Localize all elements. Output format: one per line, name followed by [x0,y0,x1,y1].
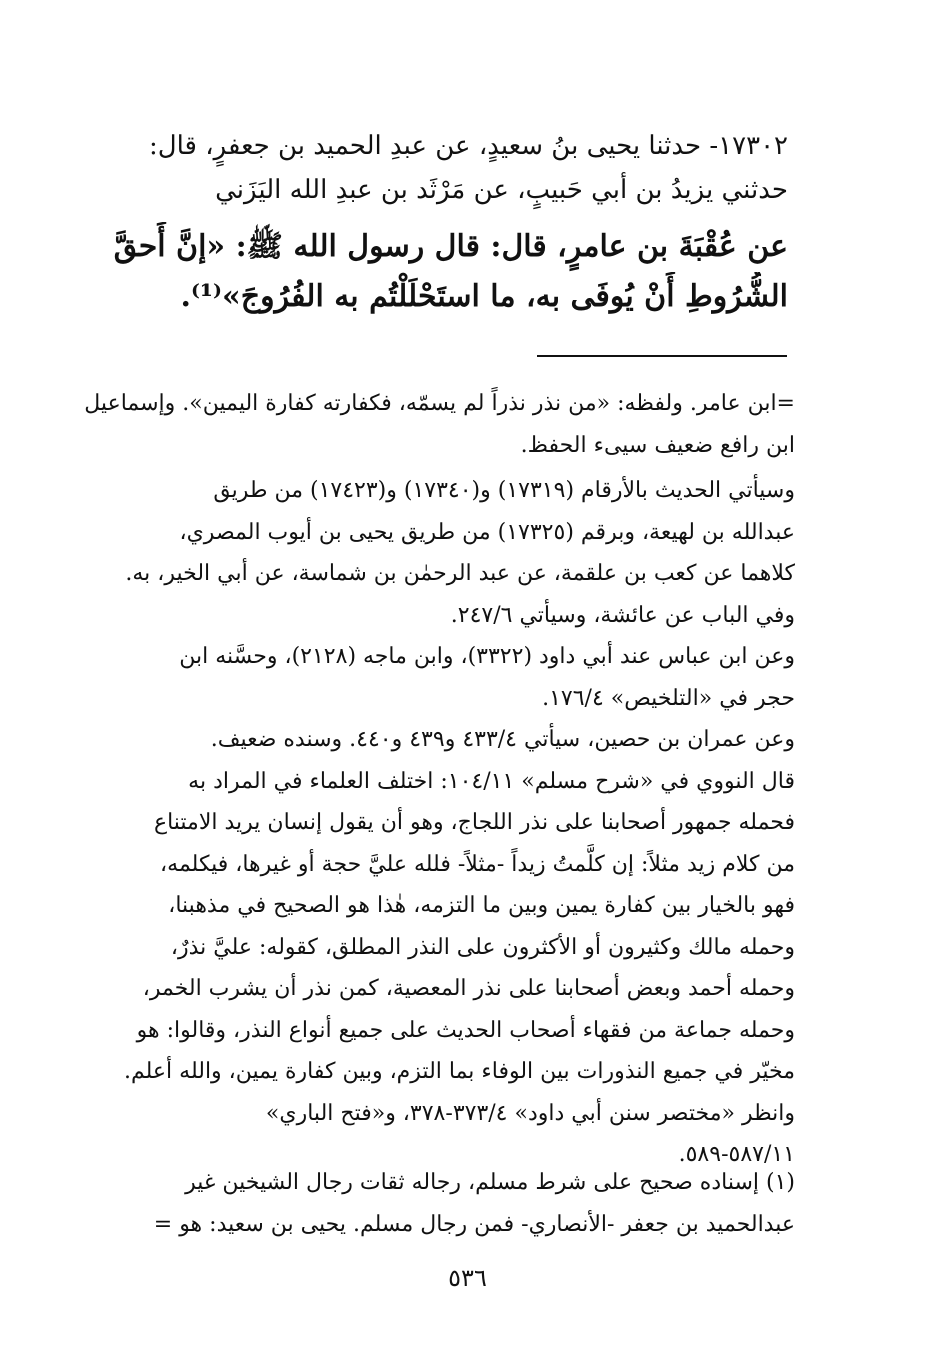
hadith-matn [60,222,788,322]
footnote-paragraph [60,636,795,719]
footnote-line: وحمله جماعة من فقهاء أصحاب الحديث على جميع أنواع النذر، وقالوا: هو [136,1017,795,1043]
footnote-line: وانظر «مختصر سنن أبي داود» ٣٧٣/٤-٣٧٨، و«فتح الباري» [265,1100,795,1126]
footnote-paragraph [60,719,795,761]
footnote-line: وعن عمران بن حصين، سيأتي ٤٣٣/٤ و٤٣٩ و٤٤٠. وسنده ضعيف. [210,727,795,752]
footnote-line: (١) إسناده صحيح على شرط مسلم، رجاله ثقات رجال الشيخين غير [185,1170,795,1195]
footnote-line: وسيأتي الحديث بالأرقام (١٧٣١٩) و(١٧٣٤٠) و(١٧٤٢٣) من طريق [213,478,795,503]
footnote-line: مخيّر في جميع النذورات بين الوفاء بما التزم، وبين كفارة يمين، والله أعلم. [124,1059,795,1084]
footnote-paragraph [60,595,795,637]
matn-line: الشُّرُوطِ أَنْ يُوفَى به، ما استَحْلَلْتُم به الفُرُوجَ»⁽¹⁾. [180,279,788,314]
footnote-line: كلاهما عن كعب بن علقمة، عن عبد الرحمٰن بن شماسة، عن أبي الخير، به. [125,561,795,586]
footnote-line: وحمله مالك وكثيرون أو الأكثرون على النذر المطلق، كقوله: عليَّ نذرٌ، [170,934,795,960]
footnote-line: عبدالحميد بن جعفر -الأنصاري- فمن رجال مسلم. يحيى بن سعيد: هو = [153,1212,795,1237]
footnote-line: =ابن عامر. ولفظه: «من نذر نذراً لم يسمّه، فكفارته كفارة اليمين». وإسماعيل [84,391,795,416]
footnote-line: عبدالله بن لهيعة، وبرقم (١٧٣٢٥) من طريق يحيى بن أيوب المصري، [179,519,795,545]
footnote-paragraph [60,470,795,595]
footnote-line: فحمله جمهور أصحابنا على نذر اللجاج، وهو أن يقول إنسان يريد الامتناع [153,810,795,835]
hadith-line: حدثني يزيدُ بن أبي حَبيبٍ، عن مَرْثَد بن عبدِ الله اليَزَني [215,175,788,205]
matn-line: عن عُقْبَةَ بن عامرٍ، قال: قال رسول الله ﷺ: «إنَّ أَحقَّ [113,229,788,264]
footnote-1 [60,1162,795,1246]
footnote-paragraph [60,761,795,1093]
footnote-line: وحمله أحمد وبعض أصحابنا على نذر المعصية، كمن نذر أن يشرب الخمر، [142,976,795,1001]
footnote-line: وعن ابن عباس عند أبي داود (٣٣٢٢)، وابن ماجه (٢١٢٨)، وحسَّنه ابن [179,644,795,669]
footnote-line: قال النووي في «شرح مسلم» ١٠٤/١١: اختلف العلماء في المراد به [188,768,795,794]
footnote-line: ابن رافع ضعيف سيىء الحفظ. [520,432,795,458]
hadith-isnad [60,124,788,212]
page-number: ٥٣٦ [448,1264,487,1292]
footnotes-section [60,383,795,1176]
footnote-line: من كلام زيد مثلاً: إن كلَّمتُ زيداً -مثلاً- فلله عليَّ حجة أو غيرها، فيكلمه، [160,851,795,877]
footnote-line: فهو بالخيار بين كفارة يمين وبين ما التزمه، هٰذا هو الصحيح في مذهبنا، [168,893,795,918]
hadith-line: ١٧٣٠٢- حدثنا يحيى بنُ سعيدٍ، عن عبدِ الحميد بن جعفرٍ، قال: [148,131,788,161]
footnote-line: حجر في «التلخيص» ١٧٦/٤. [542,685,795,711]
footnote-continuation [60,383,795,466]
footnote-separator [537,355,787,357]
footnote-line: ٥٨٧/١١-٥٨٩. [678,1142,795,1167]
footnote-line: وفي الباب عن عائشة، وسيأتي ٢٤٧/٦. [450,602,795,628]
